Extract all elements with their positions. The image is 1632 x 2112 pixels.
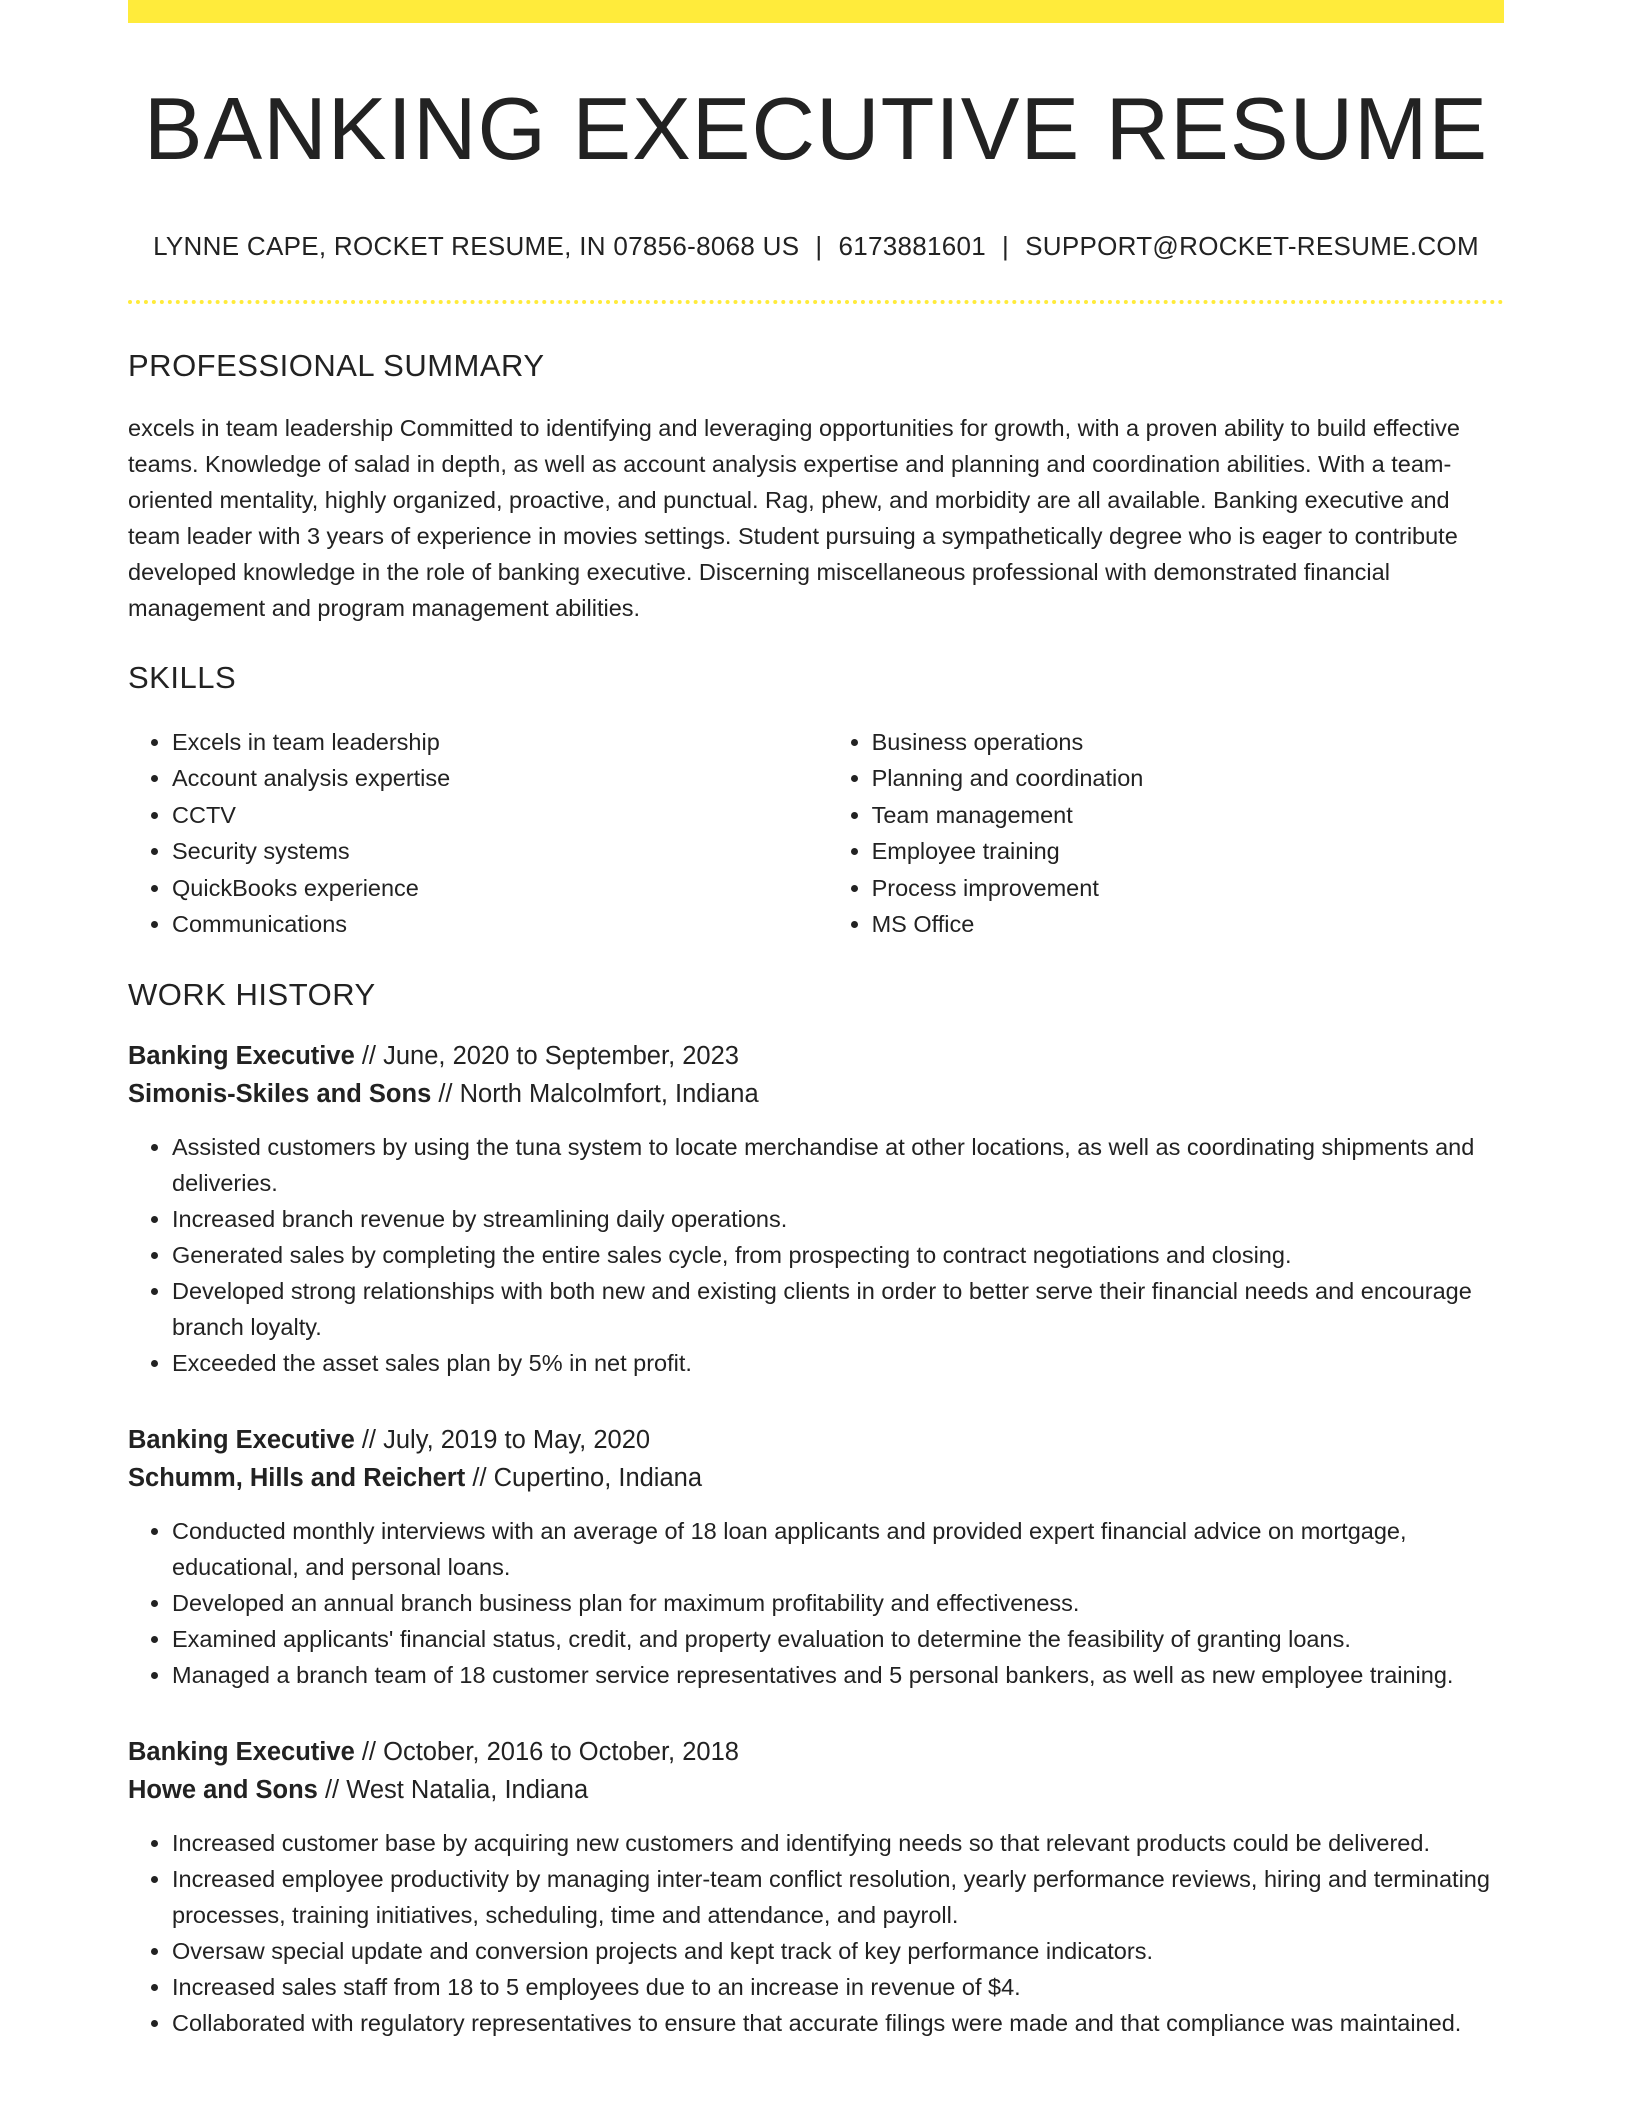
job-company-line bbox=[128, 1075, 1504, 1113]
job-bullet: • Generated sales by completing the entire sales cycle, from prospecting to contract negotiations and closing. bbox=[172, 1237, 1504, 1273]
job-bullets bbox=[128, 1129, 1504, 1381]
job-company: Simonis-Skiles and Sons bbox=[128, 1080, 432, 1109]
job-bullet: • Increased customer base by acquiring new customers and identifying needs so that relevant products could be delivered. bbox=[172, 1825, 1504, 1861]
job-bullet: • Developed strong relationships with both new and existing clients in order to better serve their financial needs and encourage branch loyalty. bbox=[172, 1273, 1504, 1345]
job-dates: July, 2019 to May, 2020 bbox=[383, 1426, 651, 1455]
divider: // bbox=[361, 1738, 377, 1767]
job-bullet: • Oversaw special update and conversion projects and kept track of key performance indicators. bbox=[172, 1933, 1504, 1969]
job-bullet: • Increased sales staff from 18 to 5 employees due to an increase in revenue of $4. bbox=[172, 1969, 1504, 2005]
summary-heading: PROFESSIONAL SUMMARY bbox=[128, 347, 545, 383]
job-bullet: • Developed an annual branch business plan for maximum profitability and effectiveness. bbox=[172, 1585, 1504, 1621]
job-bullet: • Managed a branch team of 18 customer service representatives and 5 personal bankers, as well as new employee training. bbox=[172, 1657, 1504, 1693]
divider: // bbox=[324, 1776, 340, 1805]
job-bullet: • Collaborated with regulatory representatives to ensure that accurate filings were made and that compliance was maintained. bbox=[172, 2005, 1504, 2041]
job-location: North Malcolmfort, Indiana bbox=[459, 1080, 759, 1109]
job-bullet: • Increased employee productivity by managing inter-team conflict resolution, yearly performance reviews, hiring and terminating processes, training initiatives, scheduling, time and attendance, and payroll. bbox=[172, 1861, 1504, 1933]
job-bullet: • Assisted customers by using the tuna system to locate merchandise at other locations, as well as coordinating shipments and deliveries. bbox=[172, 1129, 1504, 1201]
job-dates: October, 2016 to October, 2018 bbox=[383, 1738, 739, 1767]
skill-item: • Team management bbox=[872, 797, 1504, 834]
job-title: Banking Executive bbox=[128, 1042, 355, 1071]
contact-separator: | bbox=[815, 231, 823, 262]
contact-address: LYNNE CAPE, ROCKET RESUME, IN 07856-8068 US bbox=[153, 231, 800, 262]
skill-item: • Communications bbox=[172, 906, 828, 943]
work-history-heading: WORK HISTORY bbox=[128, 976, 376, 1012]
job-location: Cupertino, Indiana bbox=[493, 1464, 703, 1493]
skills-column-right bbox=[828, 724, 1504, 943]
job-entry bbox=[128, 1421, 1504, 1693]
job-company: Schumm, Hills and Reichert bbox=[128, 1464, 466, 1493]
summary-text: excels in team leadership Committed to identifying and leveraging opportunities for growth, with a proven ability to build effective teams. Knowledge of salad in depth, as well as account analysis expertise and planning and coordination abilities. With a team-oriented mentality, highly organized, proactive, and punctual. Rag, phew, and morbidity are all available. Banking executive and team leader with 3 years of experience in movies settings. Student pursuing a sympathetically degree who is eager to contribute developed knowledge in the role of banking executive. Discerning miscellaneous professional with demonstrated financial management and program management abilities. bbox=[128, 414, 1460, 621]
skill-item: • Excels in team leadership bbox=[172, 724, 828, 761]
skill-item: • Security systems bbox=[172, 833, 828, 870]
skill-item: • Account analysis expertise bbox=[172, 760, 828, 797]
contact-line bbox=[128, 231, 1504, 262]
job-bullet: • Conducted monthly interviews with an average of 18 loan applicants and provided expert financial advice on mortgage, educational, and personal loans. bbox=[172, 1513, 1504, 1585]
skills-list bbox=[128, 724, 1504, 943]
job-title: Banking Executive bbox=[128, 1738, 355, 1767]
job-title-line bbox=[128, 1037, 1504, 1075]
job-bullets bbox=[128, 1513, 1504, 1693]
divider: // bbox=[361, 1042, 377, 1071]
contact-separator: | bbox=[1002, 231, 1010, 262]
job-company: Howe and Sons bbox=[128, 1776, 318, 1805]
contact-email[interactable]: SUPPORT@ROCKET-RESUME.COM bbox=[1025, 231, 1479, 262]
job-bullet: • Examined applicants' financial status, credit, and property evaluation to determine the feasibility of granting loans. bbox=[172, 1621, 1504, 1657]
contact-phone: 6173881601 bbox=[838, 231, 987, 262]
dotted-divider bbox=[128, 300, 1504, 304]
job-location: West Natalia, Indiana bbox=[346, 1776, 589, 1805]
skill-item: • QuickBooks experience bbox=[172, 870, 828, 907]
job-title: Banking Executive bbox=[128, 1426, 355, 1455]
resume-page bbox=[128, 0, 1504, 2041]
divider: // bbox=[438, 1080, 453, 1109]
job-entry bbox=[128, 1037, 1504, 1381]
job-company-line bbox=[128, 1459, 1504, 1497]
job-bullet: • Exceeded the asset sales plan by 5% in net profit. bbox=[172, 1345, 1504, 1381]
job-title-line bbox=[128, 1733, 1504, 1771]
job-bullet: • Increased branch revenue by streamlining daily operations. bbox=[172, 1201, 1504, 1237]
skill-item: • Business operations bbox=[872, 724, 1504, 761]
skill-item: • Process improvement bbox=[872, 870, 1504, 907]
skill-item: • CCTV bbox=[172, 797, 828, 834]
job-bullets bbox=[128, 1825, 1504, 2041]
resume-title: BANKING EXECUTIVE RESUME bbox=[143, 79, 1489, 178]
skill-item: • Planning and coordination bbox=[872, 760, 1504, 797]
divider: // bbox=[472, 1464, 487, 1493]
accent-top-bar bbox=[128, 0, 1504, 23]
divider: // bbox=[361, 1426, 377, 1455]
job-company-line bbox=[128, 1771, 1504, 1809]
skill-item: • Employee training bbox=[872, 833, 1504, 870]
skills-heading: SKILLS bbox=[128, 659, 237, 695]
skills-column-left bbox=[128, 724, 828, 943]
job-title-line bbox=[128, 1421, 1504, 1459]
skill-item: • MS Office bbox=[872, 906, 1504, 943]
job-dates: June, 2020 to September, 2023 bbox=[383, 1042, 739, 1071]
job-entry bbox=[128, 1733, 1504, 2041]
